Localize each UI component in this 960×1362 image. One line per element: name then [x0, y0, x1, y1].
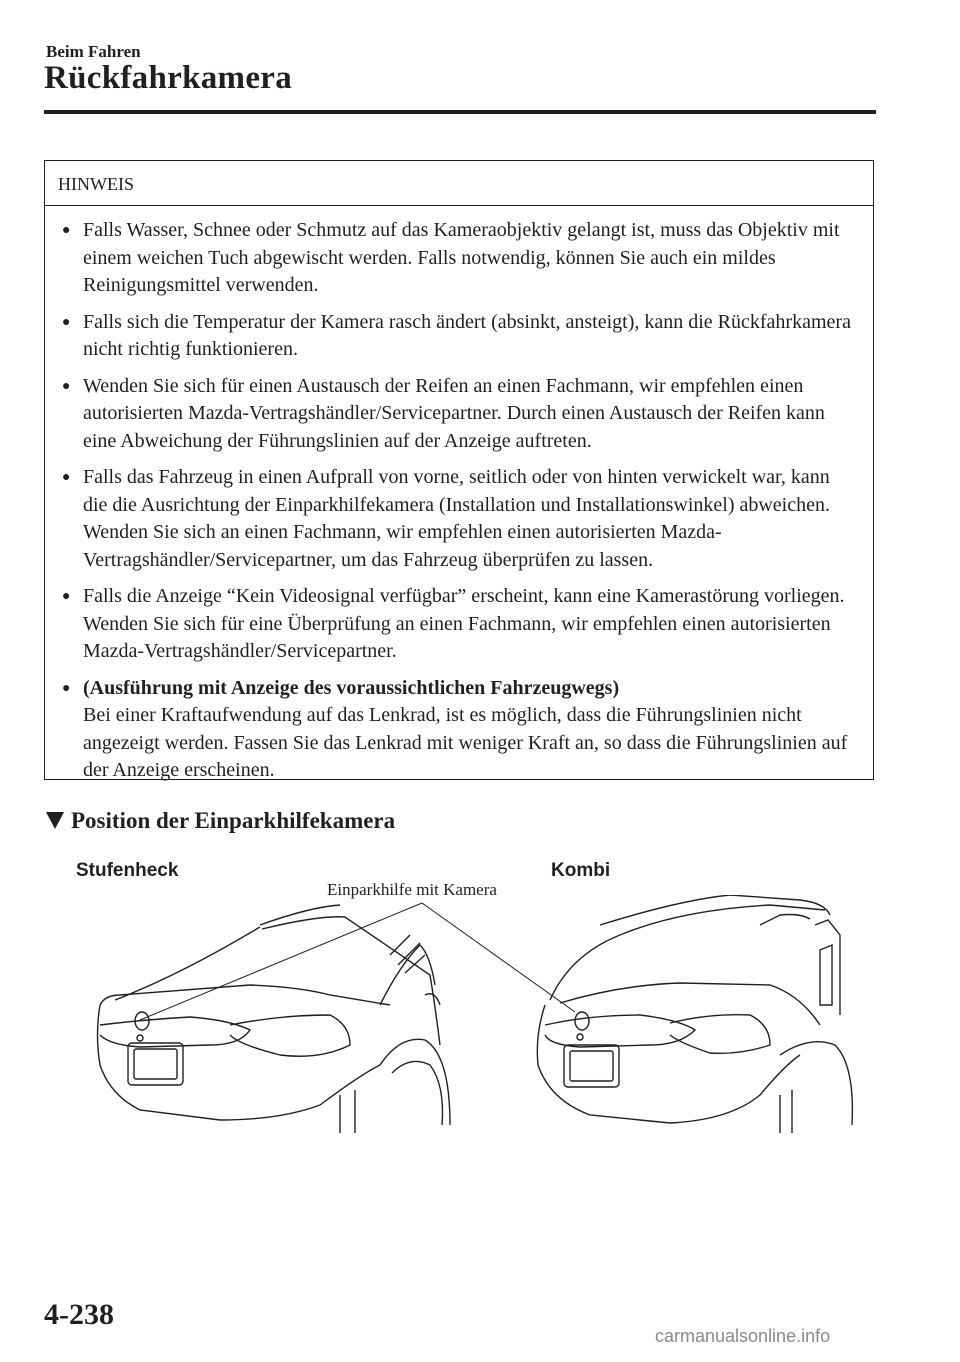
- note-item-text: Falls sich die Temperatur der Kamera rasch ändert (absinkt, ansteigt), kann die Rückfahrkamera nicht richtig funktionieren.: [83, 310, 851, 360]
- subsection-title-text: Position der Einparkhilfekamera: [71, 808, 396, 833]
- camera-callout: Einparkhilfe mit Kamera: [327, 880, 497, 899]
- note-heading: HINWEIS: [45, 161, 873, 206]
- bullet-icon: ●: [62, 680, 71, 696]
- note-item-text: Falls Wasser, Schnee oder Schmutz auf das Kameraobjektiv gelangt ist, muss das Objektiv mit einem weichen Tuch abgewischt werden. Falls notwendig, können Sie auch ein mildes Reinigungsmittel verwenden.: [83, 219, 840, 296]
- note-list: [45, 206, 873, 785]
- bullet-icon: ●: [62, 470, 71, 485]
- note-item: [45, 309, 873, 364]
- bullet-icon: ●: [62, 223, 71, 238]
- page-number: 4-238: [44, 1298, 114, 1331]
- note-item-text: Wenden Sie sich für einen Austausch der Reifen an einen Fachmann, wir empfehlen einen autorisierten Mazda-Vertragshändler/Servicepartner. Durch einen Austausch der Reifen kann eine Abweichung der Führungslinien auf der Anzeige auftreten.: [83, 374, 825, 452]
- note-item: [45, 583, 873, 666]
- camera-position-illustration: [80, 895, 860, 1135]
- note-item: [45, 217, 873, 300]
- bullet-icon: ●: [62, 589, 71, 604]
- triangle-down-icon: [46, 812, 64, 829]
- section-label: Beim Fahren: [46, 42, 141, 61]
- bullet-icon: ●: [62, 314, 71, 330]
- note-box: [44, 160, 874, 780]
- label-sedan: Stufenheck: [76, 860, 179, 881]
- note-item-heading: (Ausführung mit Anzeige des voraussichtlichen Fahrzeugwegs): [83, 676, 620, 699]
- note-item-text: Falls das Fahrzeug in einen Aufprall von vorne, seitlich oder von hinten verwickelt war, kann die die Ausrichtung der Einparkhilfekamera (Installation und Installationswinkel) abweichen. Wenden Sie sich an einen Fachmann, wir empfehlen einen autorisierten Mazda-Vertragshändler/Servicepartner, um das Fahrzeug überprüfen zu lassen.: [83, 466, 830, 571]
- note-item: [45, 373, 873, 456]
- title-rule: [44, 110, 876, 114]
- label-wagon: Kombi: [551, 860, 611, 881]
- note-item-text: Falls die Anzeige “Kein Videosignal verfügbar” erscheint, kann eine Kamerastörung vorliegen. Wenden Sie sich für eine Überprüfung an einen Fachmann, wir empfehlen einen autorisierten Mazda-Vertragshändler/Servicepartner.: [83, 585, 845, 662]
- note-item: [45, 675, 873, 785]
- bullet-icon: ●: [62, 378, 71, 394]
- watermark: carmanualsonline.info: [655, 1326, 831, 1346]
- note-item-text: Bei einer Kraftaufwendung auf das Lenkrad, ist es möglich, dass die Führungslinien nicht angezeigt werden. Fassen Sie das Lenkrad mit weniger Kraft an, so dass die Führungslinien auf der Anzeige erscheinen.: [83, 704, 848, 781]
- note-item: [45, 464, 873, 574]
- wagon-car-icon: [537, 895, 852, 1133]
- subsection-title: [46, 808, 395, 834]
- page-title: Rückfahrkamera: [44, 60, 293, 96]
- sedan-car-icon: [98, 905, 451, 1133]
